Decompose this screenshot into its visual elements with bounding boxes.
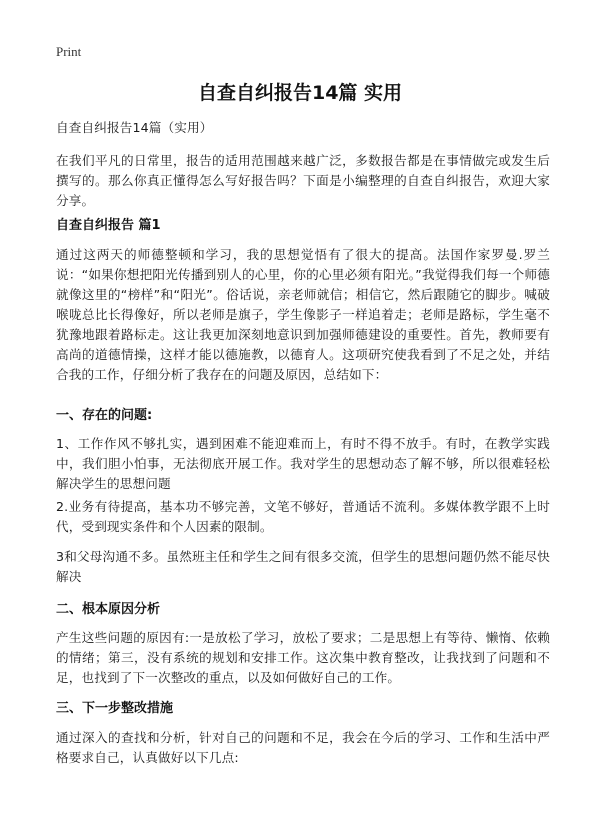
problem-item-2: 2.业务有待提高，基本功不够完善，文笔不够好，普通话不流利。多媒体教学跟不上时代，受到现实条件和个人因素的限制。 — [56, 499, 550, 534]
heading-root-cause: 二、根本原因分析 — [56, 602, 161, 617]
print-label: Print — [56, 44, 82, 59]
heading-next-steps: 三、下一步整改措施 — [56, 701, 174, 716]
cause-paragraph: 产生这些问题的原因有:一是放松了学习，放松了要求；二是思想上有等待、懒惰、依赖的情绪；第三，没有系统的规划和安排工作。这次集中教育整改，让我找到了问题和不足，也找到了下一次整改的重点，以及如何做好自己的工作。 — [56, 630, 550, 685]
intro-paragraph: 在我们平凡的日常里，报告的适用范围越来越广泛，多数报告都是在事情做完或发生后撰写的。那么你真正懂得怎么写好报告吗？下面是小编整理的自查自纠报告，欢迎大家分享。 — [56, 153, 550, 208]
next-steps-paragraph: 通过深入的查找和分析，针对自己的问题和不足，我会在今后的学习、工作和生活中严格要求自己，认真做好以下几点: — [56, 730, 550, 765]
heading-problems: 一、存在的问题: — [56, 408, 153, 423]
section-title: 自查自纠报告 篇1 — [56, 218, 161, 233]
document-subtitle: 自查自纠报告14篇（实用） — [56, 120, 213, 135]
paragraph-1: 通过这两天的师德整顿和学习，我的思想觉悟有了很大的提高。法国作家罗曼.罗兰说：“如果你想把阳光传播到别人的心里，你的心里必须有阳光。”我觉得我们每一个师德就像这里的“榜样”和“阳光”。俗话说，亲老师就信；相信它，然后跟随它的脚步。喊破喉咙总比长得像好，所以老师是旗子，学生像影子一样追着走；老师是路标，学生毫不犹豫地跟着路标走。这让我更加深刻地意识到加强师德建设的重要性。首先，教师要有高尚的道德情操，这样才能以德施教，以德育人。这项研究使我看到了不足之处，并结合我的工作，仔细分析了我存在的问题及原因，总结如下： — [56, 247, 550, 382]
problem-item-1: 1、工作作风不够扎实，遇到困难不能迎难而上，有时不得不放手。有时，在教学实践中，我们胆小怕事，无法彻底开展工作。我对学生的思想动态了解不够，所以很难轻松解决学生的思想问题 — [56, 436, 550, 491]
problem-item-3: 3和父母沟通不多。虽然班主任和学生之间有很多交流，但学生的思想问题仍然不能尽快解决 — [56, 549, 550, 584]
document-title: 自查自纠报告14篇 实用 — [197, 82, 403, 104]
